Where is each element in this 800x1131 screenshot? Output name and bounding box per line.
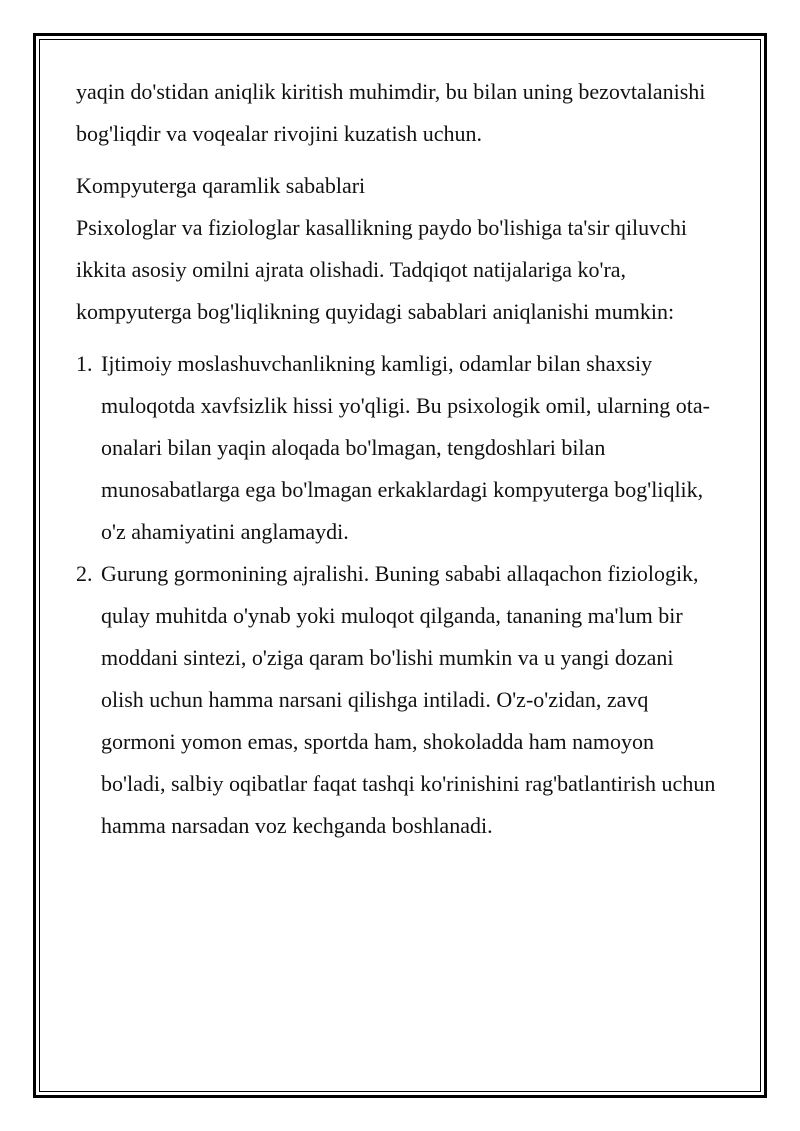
section-heading: Kompyuterga qaramlik sabablari: [76, 173, 366, 198]
list-item-number: 2.: [76, 561, 93, 586]
list-item-text: Gurung gormonining ajralishi. Buning sababi allaqachon fiziologik, qulay muhitda o'ynab yoki muloqot qilganda, tananing ma'lum bir moddani sintezi, o'ziga qaram bo'lishi mumkin va u yangi dozani olish uchun hamma narsani qilishga intiladi. O'z-o'zidan, zavq gormoni yomon emas, sportda ham, shokoladda ham namoyon bo'ladi, salbiy oqibatlar faqat tashqi ko'rinishini rag'batlantirish uchun hamma narsadan voz kechganda boshlanadi.: [101, 561, 716, 838]
intro-paragraph: yaqin do'stidan aniqlik kiritish muhimdir, bu bilan uning bezovtalanishi bog'liqdir va voqealar rivojini kuzatish uchun.: [76, 79, 706, 146]
list-item-text: Ijtimoiy moslashuvchanlikning kamligi, odamlar bilan shaxsiy muloqotda xavfsizlik hissi yo'qligi. Bu psixologik omil, ularning ota-onalari bilan yaqin aloqada bo'lmagan, tengdoshlari bilan munosabatlarga ega bo'lmagan erkaklardagi kompyuterga bog'liqlik, o'z ahamiyatini anglamaydi.: [101, 351, 710, 544]
document-body: [76, 71, 716, 847]
list-item: [76, 343, 716, 553]
list-item-number: 1.: [76, 351, 93, 376]
section-paragraph: Psixologlar va fiziologlar kasallikning paydo bo'lishiga ta'sir qiluvchi ikkita asosiy omilni ajrata olishadi. Tadqiqot natijalariga ko'ra, kompyuterga bog'liqlikning quyidagi sabablari aniqlanishi mumkin:: [76, 215, 687, 324]
causes-list: [76, 343, 716, 847]
list-item: [76, 553, 716, 847]
